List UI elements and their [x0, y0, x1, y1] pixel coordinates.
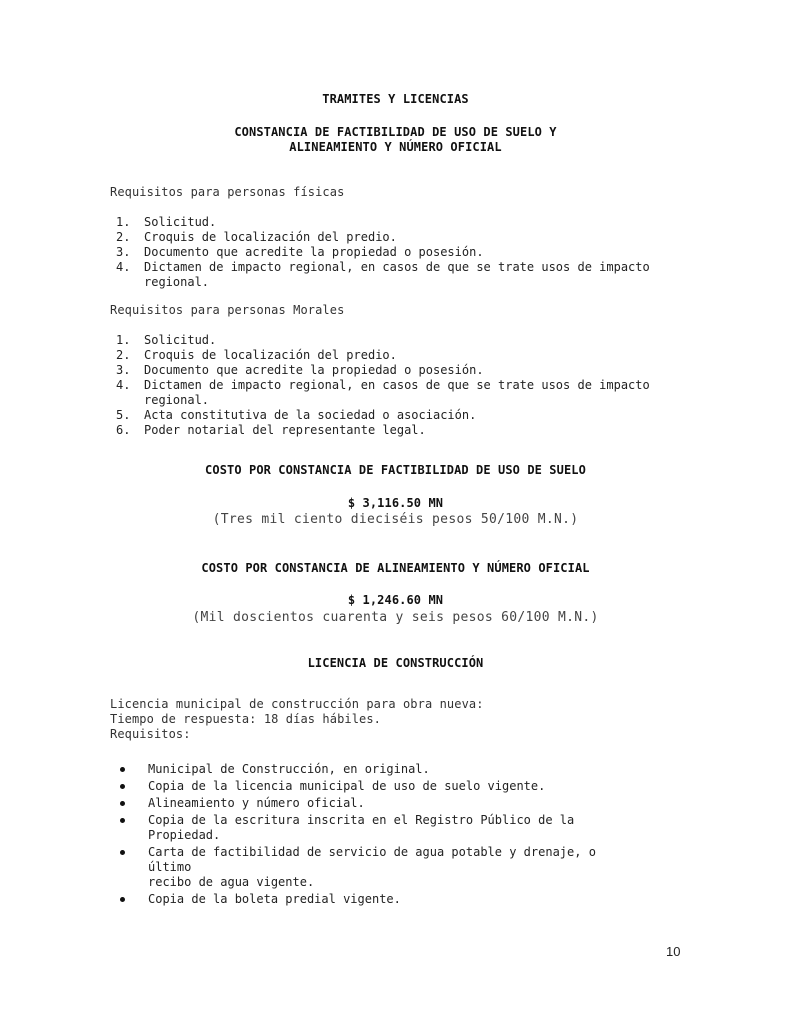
costo-alineamiento-words: (Mil doscientos cuarenta y seis pesos 60/100 M.N.): [192, 610, 599, 625]
list-item: Copia de la escritura inscrita en el Registro Público de la Propiedad.: [110, 813, 640, 843]
list-item: Copia de la licencia municipal de uso de suelo vigente.: [110, 779, 640, 794]
list-item: Copia de la boleta predial vigente.: [110, 892, 640, 907]
fisicas-list: [116, 215, 686, 290]
licencia-intro: [110, 697, 484, 742]
section-title-line2: ALINEAMIENTO Y NÚMERO OFICIAL: [289, 140, 502, 154]
licencia-requisitos-list: [110, 762, 640, 907]
licencia-intro-line: Tiempo de respuesta: 18 días hábiles.: [110, 712, 382, 726]
licencia-intro-line: Licencia municipal de construcción para obra nueva:: [110, 697, 484, 711]
bullet-icon: [120, 818, 125, 823]
section-title-line1: CONSTANCIA DE FACTIBILIDAD DE USO DE SUELO Y: [234, 125, 557, 139]
bullet-icon: [120, 767, 125, 772]
list-item: Carta de factibilidad de servicio de agua potable y drenaje, o último recibo de agua vigente.: [110, 845, 640, 890]
costo-alineamiento-heading: COSTO POR CONSTANCIA DE ALINEAMIENTO Y NÚMERO OFICIAL: [201, 561, 590, 575]
costo-suelo-heading: COSTO POR CONSTANCIA DE FACTIBILIDAD DE USO DE SUELO: [205, 463, 586, 477]
licencia-heading: LICENCIA DE CONSTRUCCIÓN: [307, 656, 484, 670]
morales-list: [116, 333, 686, 438]
list-item: Municipal de Construcción, en original.: [110, 762, 640, 777]
page-number: 10: [666, 944, 681, 959]
bullet-icon: [120, 850, 125, 855]
list-item: 3. Documento que acredite la propiedad o posesión.: [116, 363, 484, 377]
morales-heading: Requisitos para personas Morales: [110, 303, 345, 317]
list-item: 5. Acta constitutiva de la sociedad o asociación.: [116, 408, 477, 422]
costo-alineamiento-amount: $ 1,246.60 MN: [347, 593, 444, 607]
fisicas-heading: Requisitos para personas físicas: [110, 185, 345, 199]
list-item: 3. Documento que acredite la propiedad o posesión.: [116, 245, 484, 259]
licencia-intro-line: Requisitos:: [110, 727, 191, 741]
list-item: 4. Dictamen de impacto regional, en casos de que se trate usos de impacto regional.: [116, 378, 650, 407]
list-item: 4. Dictamen de impacto regional, en casos de que se trate usos de impacto regional.: [116, 260, 650, 289]
list-item: 1. Solicitud.: [116, 333, 217, 347]
costo-suelo-amount: $ 3,116.50 MN: [347, 496, 444, 510]
list-item: 2. Croquis de localización del predio.: [116, 230, 397, 244]
bullet-icon: [120, 801, 125, 806]
list-item: Alineamiento y número oficial.: [110, 796, 640, 811]
list-item: 6. Poder notarial del representante legal.: [116, 423, 426, 437]
bullet-icon: [120, 784, 125, 789]
list-item: 1. Solicitud.: [116, 215, 217, 229]
costo-suelo-words: (Tres mil ciento dieciséis pesos 50/100 M.N.): [212, 512, 579, 527]
list-item: 2. Croquis de localización del predio.: [116, 348, 397, 362]
page-title: TRAMITES Y LICENCIAS: [322, 92, 469, 106]
bullet-icon: [120, 897, 125, 902]
